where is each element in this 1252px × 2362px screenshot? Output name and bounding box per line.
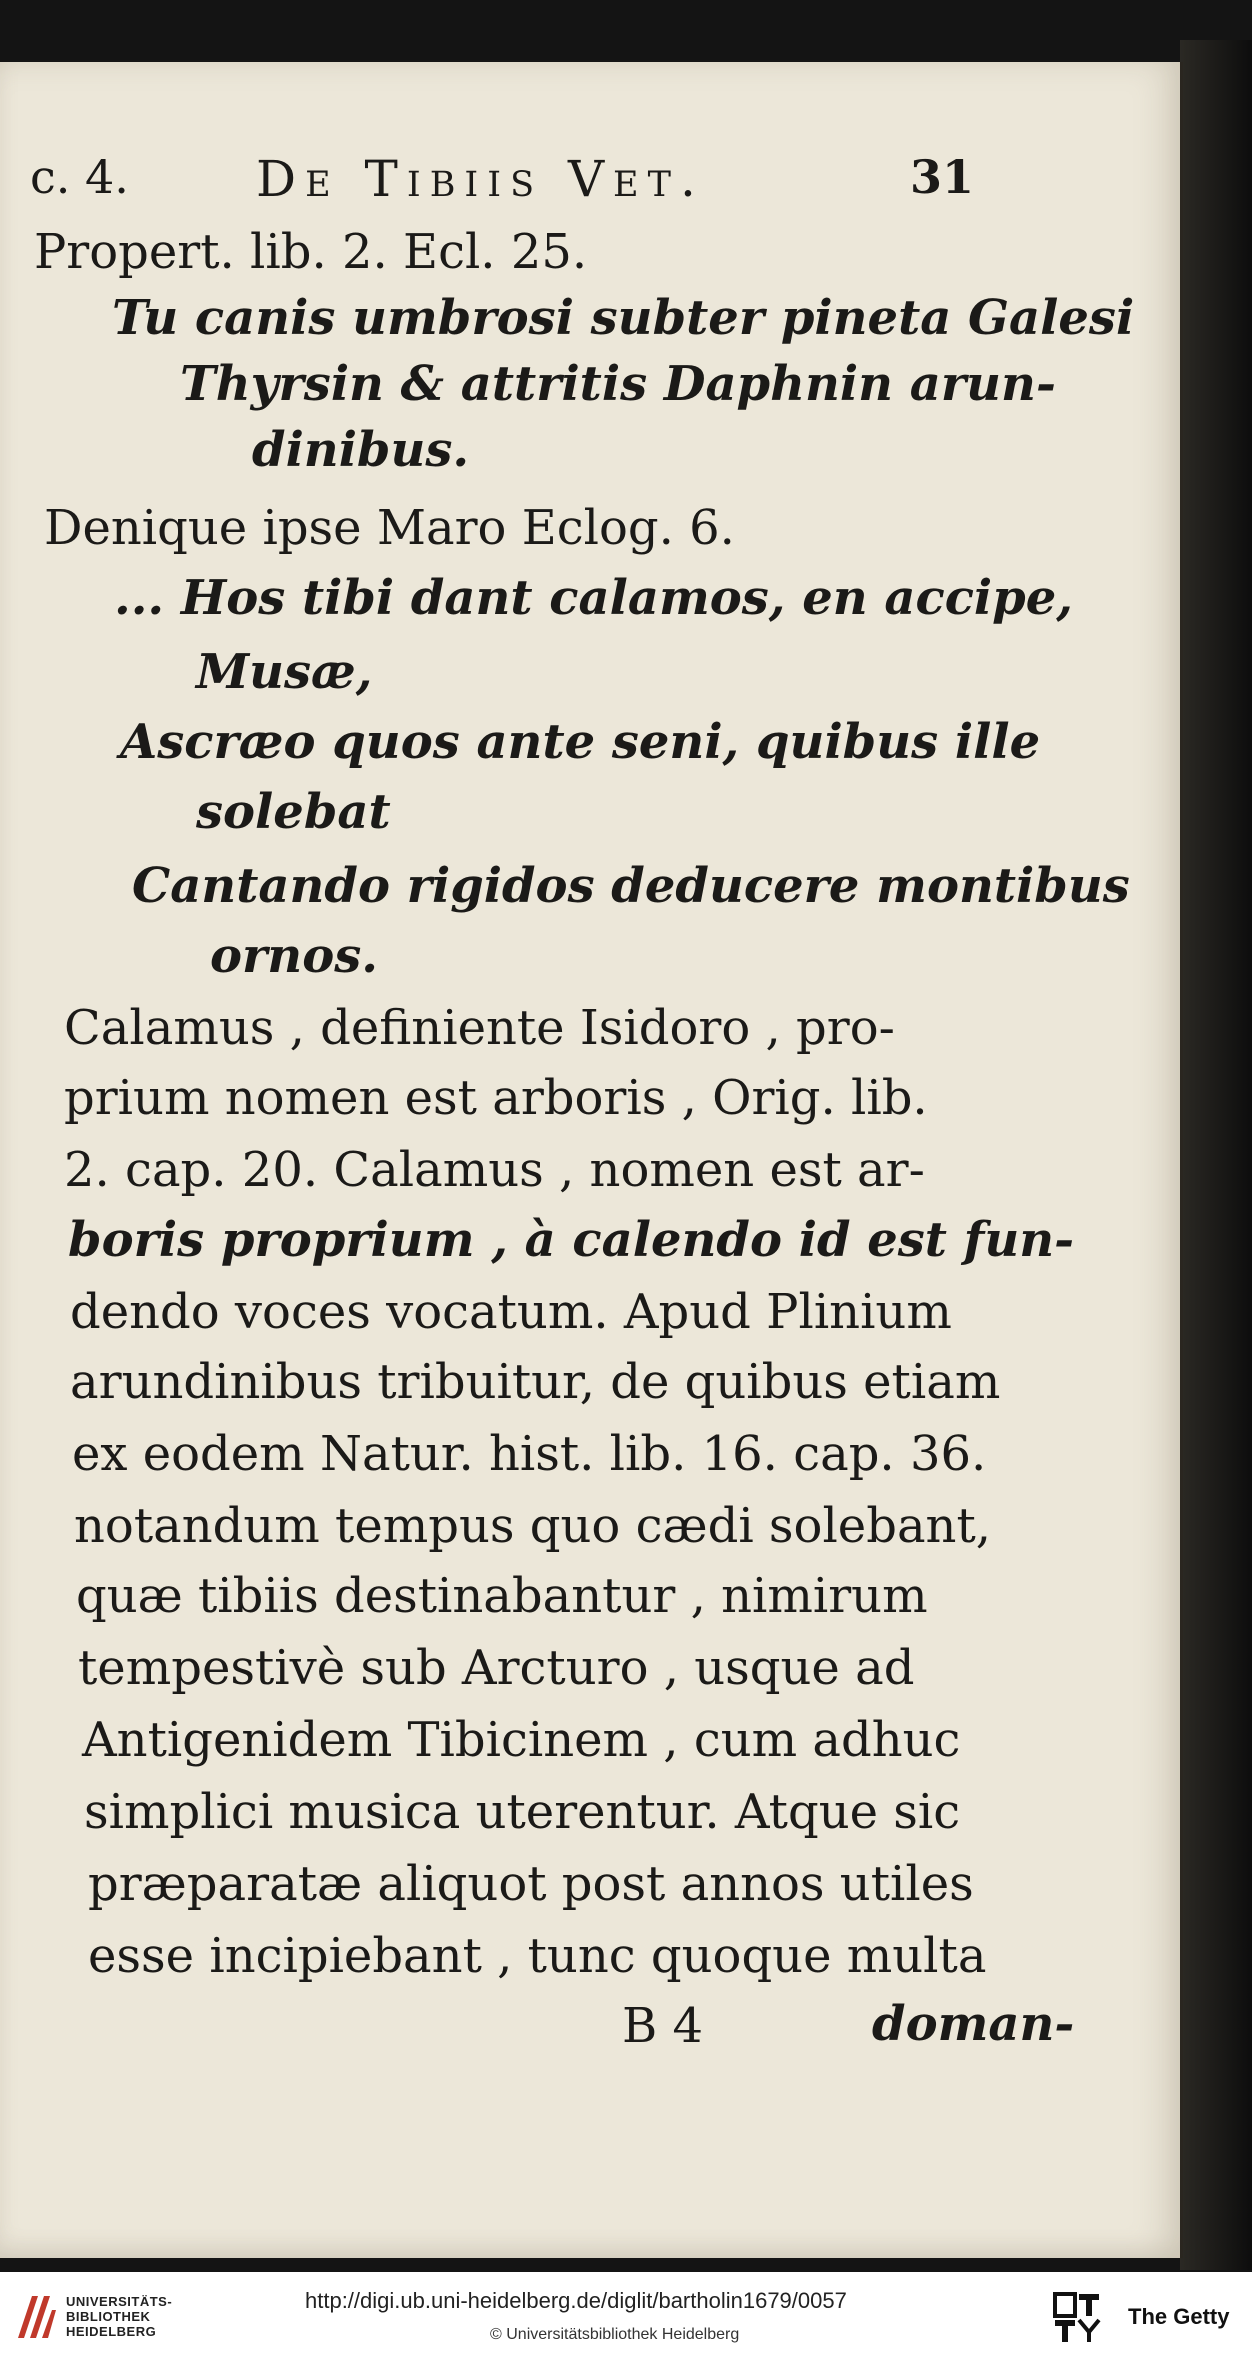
book-spine-edge bbox=[1180, 40, 1252, 2270]
text-line: dinibus. bbox=[252, 422, 470, 478]
text-line: Ascræo quos ante seni, quibus ille bbox=[120, 714, 1041, 770]
header-chapter: c. 4. bbox=[30, 150, 129, 204]
getty-label: The Getty bbox=[1128, 2304, 1230, 2329]
viewer-footer-bar bbox=[0, 2272, 1252, 2362]
catchword: doman- bbox=[872, 1996, 1075, 2052]
heidelberg-library-logo-icon bbox=[14, 2290, 58, 2342]
text-line: Antigenidem Tibicinem , cum adhuc bbox=[82, 1712, 961, 1768]
text-line: Denique ipse Maro Eclog. 6. bbox=[44, 500, 735, 556]
running-header bbox=[30, 150, 990, 210]
text-line: notandum tempus quo cædi solebant, bbox=[74, 1498, 992, 1554]
text-line: boris proprium , à calendo id est fun- bbox=[68, 1212, 1075, 1268]
signature-mark: B 4 bbox=[622, 1998, 704, 2054]
text-line: dendo voces vocatum. Apud Plinium bbox=[70, 1284, 952, 1340]
text-line: esse incipiebant , tunc quoque multa bbox=[88, 1928, 987, 1984]
text-line: Propert. lib. 2. Ecl. 25. bbox=[34, 224, 588, 280]
header-title: De Tibiis Vet. bbox=[256, 150, 705, 208]
text-line: simplici musica uterentur. Atque sic bbox=[84, 1784, 961, 1840]
text-line: prium nomen est arboris , Orig. lib. bbox=[64, 1070, 928, 1126]
text-line: Calamus , definiente Isidoro , pro- bbox=[64, 1000, 895, 1056]
permalink-url[interactable]: http://digi.ub.uni-heidelberg.de/diglit/bartholin1679/0057 bbox=[305, 2288, 847, 2313]
text-line: Tu canis umbrosi subter pineta Galesi bbox=[112, 290, 1135, 346]
text-line: quæ tibiis destinabantur , nimirum bbox=[76, 1568, 928, 1624]
getty-logo-icon bbox=[1053, 2292, 1101, 2344]
text-line: solebat bbox=[196, 784, 391, 840]
text-line: ex eodem Natur. hist. lib. 16. cap. 36. bbox=[72, 1426, 987, 1482]
text-line: Thyrsin & attritis Daphnin arun- bbox=[180, 356, 1056, 412]
text-line: præparatæ aliquot post annos utiles bbox=[88, 1856, 974, 1912]
text-line: tempestivè sub Arcturo , usque ad bbox=[78, 1640, 915, 1696]
text-line: Musæ, bbox=[196, 644, 373, 700]
page-number: 31 bbox=[910, 150, 975, 204]
text-line: ornos. bbox=[210, 928, 378, 984]
text-line: arundinibus tribuitur, de quibus etiam bbox=[70, 1354, 1001, 1410]
copyright-notice: © Universitätsbibliothek Heidelberg bbox=[490, 2326, 740, 2343]
text-line: ... Hos tibi dant calamos, en accipe, bbox=[114, 570, 1073, 626]
library-name: UNIVERSITÄTS- BIBLIOTHEK HEIDELBERG bbox=[66, 2294, 173, 2339]
text-line: 2. cap. 20. Calamus , nomen est ar- bbox=[64, 1142, 925, 1198]
text-line: Cantando rigidos deducere montibus bbox=[132, 858, 1130, 914]
